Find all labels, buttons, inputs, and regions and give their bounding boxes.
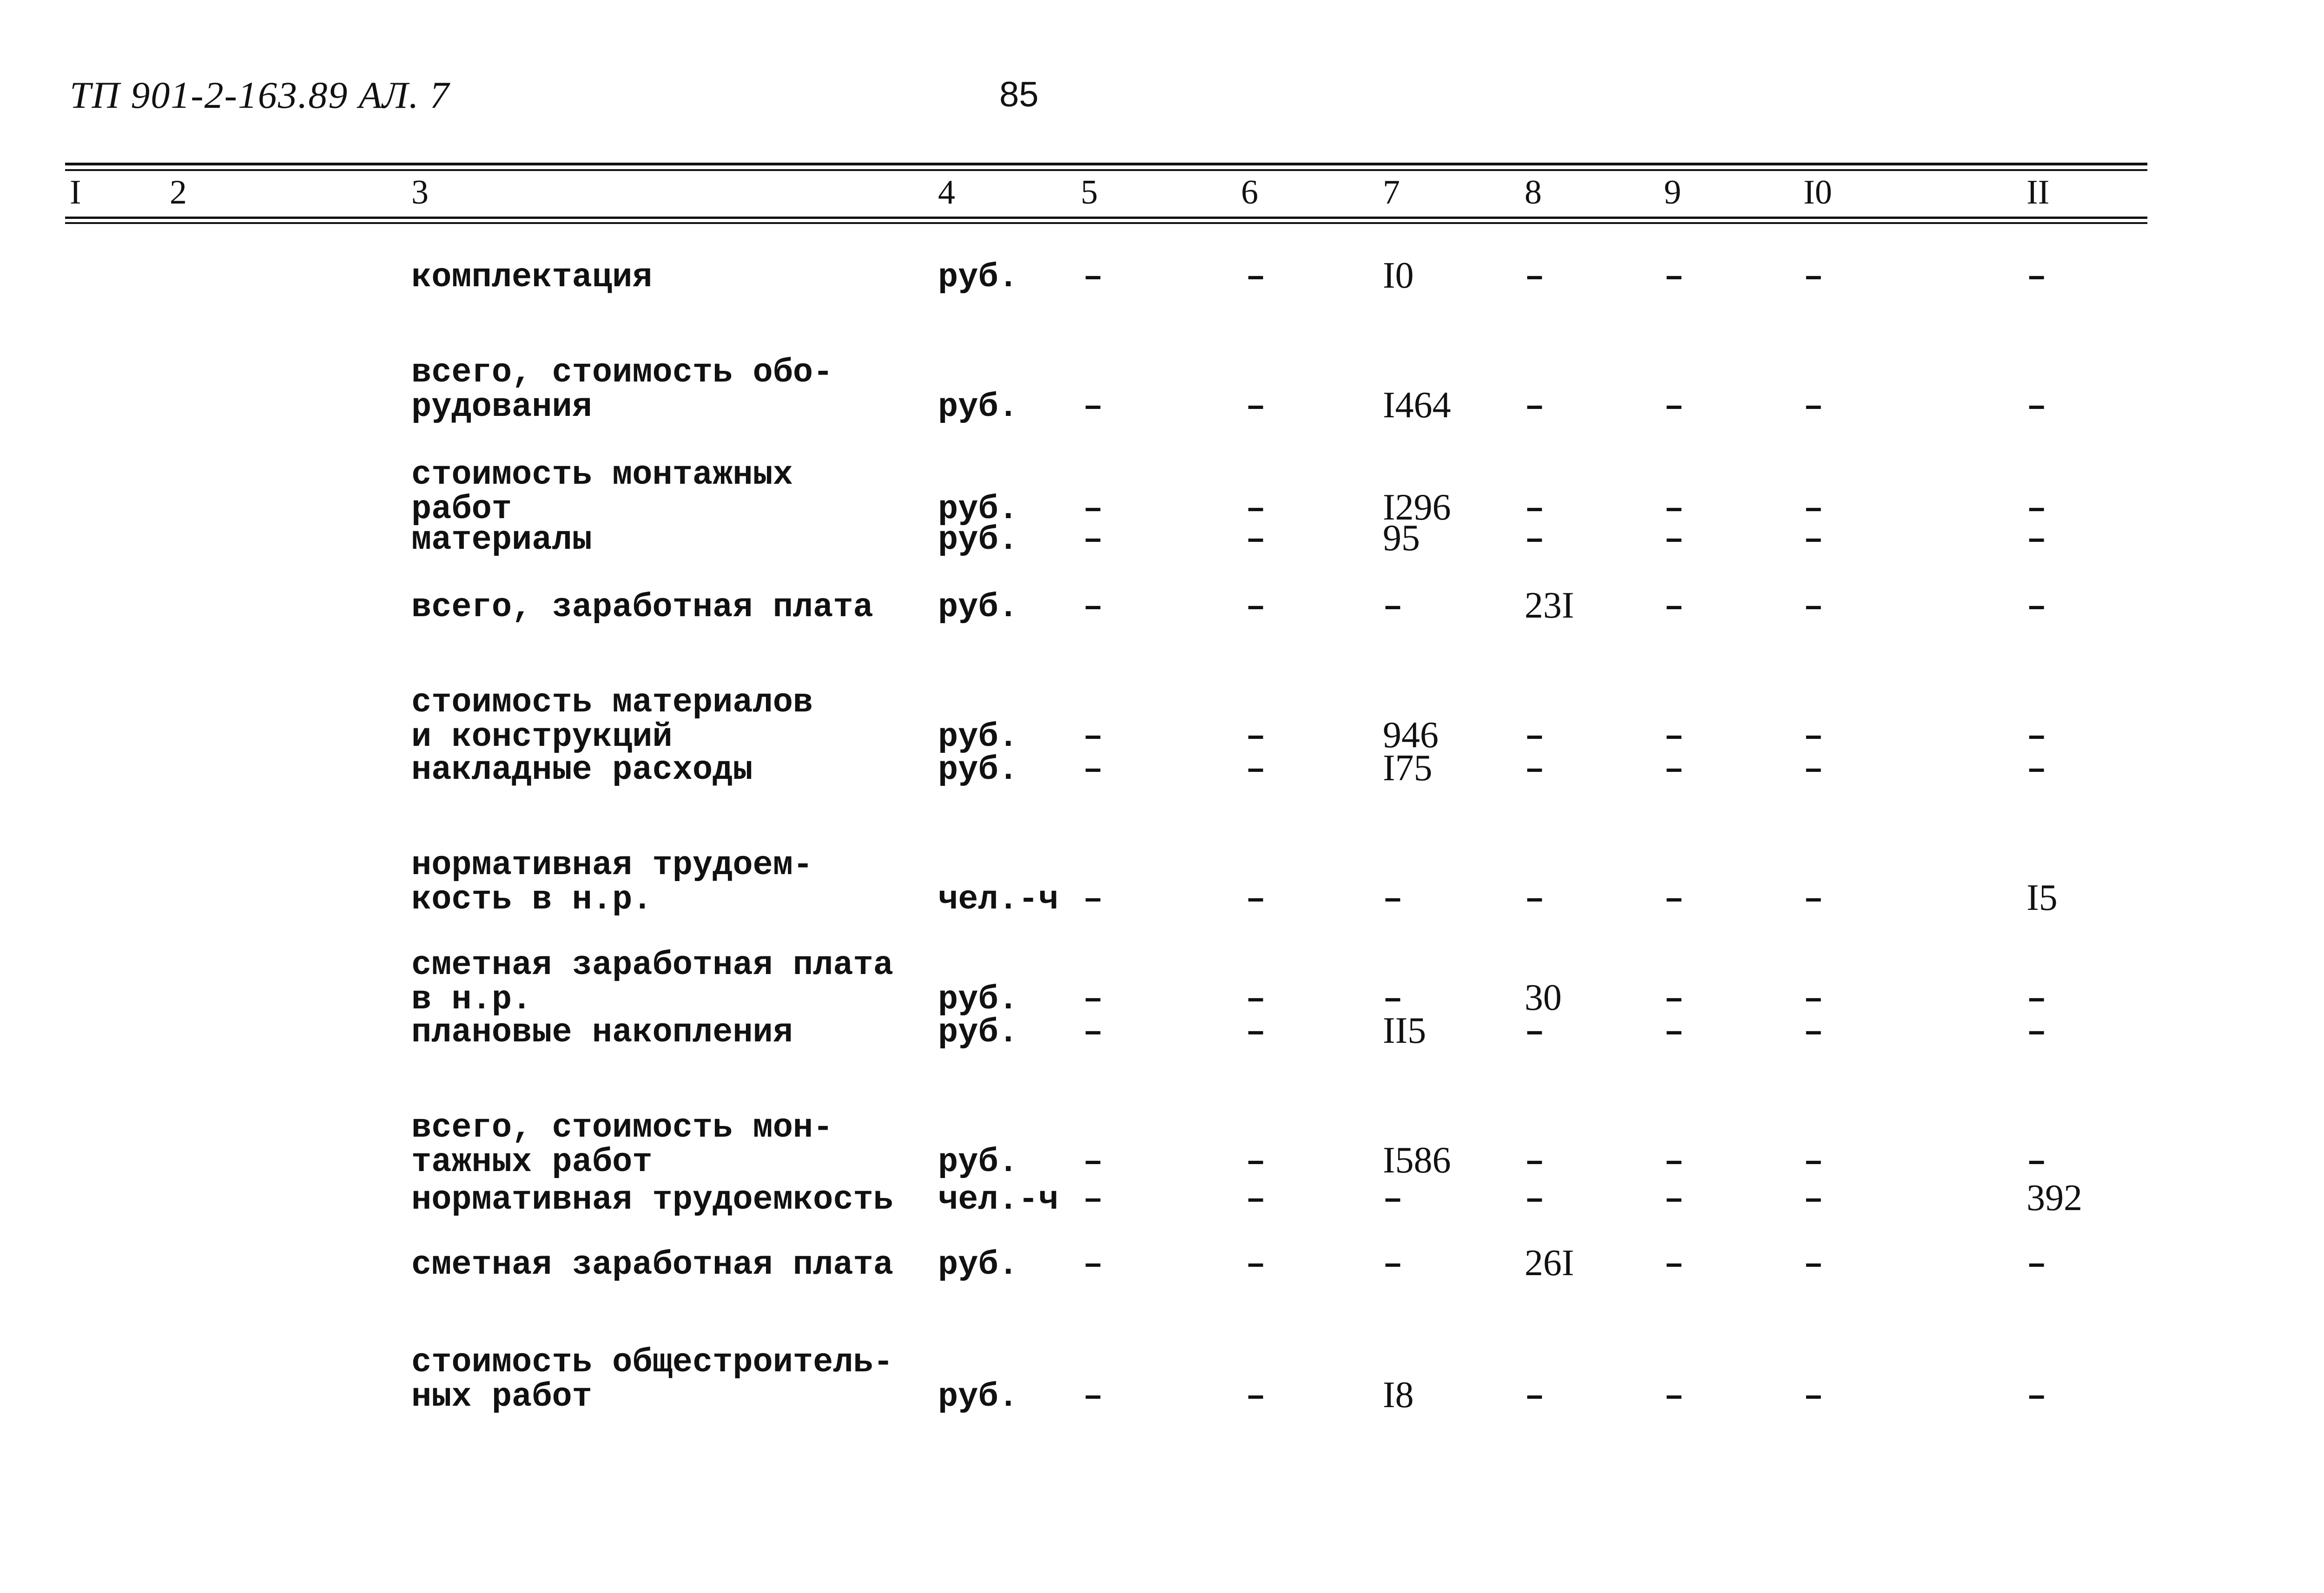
row-6-name-line-2: и конструкций bbox=[411, 718, 673, 756]
column-header-1: I bbox=[70, 173, 81, 211]
row-1-col-5: – bbox=[1083, 258, 1103, 296]
row-7-col-6: – bbox=[1246, 751, 1266, 789]
column-header-10: I0 bbox=[1803, 173, 1832, 211]
row-7-unit: руб. bbox=[938, 751, 1018, 789]
row-4-col-6: – bbox=[1246, 521, 1266, 559]
row-2-col-9: – bbox=[1664, 388, 1684, 426]
row-3-col-7: I296 bbox=[1383, 487, 1451, 528]
row-11-col-11: – bbox=[2027, 1143, 2047, 1181]
row-12-col-9: – bbox=[1664, 1181, 1684, 1219]
column-header-3: 3 bbox=[411, 173, 429, 211]
row-6-col-8: – bbox=[1525, 718, 1545, 756]
row-14-col-5: – bbox=[1083, 1378, 1103, 1416]
row-5-name-line-1: всего, заработная плата bbox=[411, 588, 873, 626]
row-13-col-9: – bbox=[1664, 1246, 1684, 1284]
row-1-col-8: – bbox=[1525, 258, 1545, 296]
row-7-name-line-1: накладные расходы bbox=[411, 751, 753, 789]
document-code: ТП 901-2-163.89 АЛ. 7 bbox=[70, 74, 450, 116]
row-3-col-11: – bbox=[2027, 490, 2047, 528]
row-3-col-10: – bbox=[1803, 490, 1824, 528]
row-9-col-7: – bbox=[1383, 981, 1403, 1019]
row-11-col-5: – bbox=[1083, 1143, 1103, 1181]
row-14-name-line-1: стоимость общестроитель- bbox=[411, 1343, 893, 1382]
column-header-7: 7 bbox=[1383, 173, 1400, 211]
row-14-col-11: – bbox=[2027, 1378, 2047, 1416]
column-header-6: 6 bbox=[1241, 173, 1258, 211]
row-14-col-8: – bbox=[1525, 1378, 1545, 1416]
row-14-col-10: – bbox=[1803, 1378, 1824, 1416]
row-2-col-11: – bbox=[2027, 388, 2047, 426]
row-6-unit: руб. bbox=[938, 718, 1018, 756]
row-3-col-9: – bbox=[1664, 490, 1684, 528]
row-5-col-5: – bbox=[1083, 588, 1103, 626]
row-6-col-5: – bbox=[1083, 718, 1103, 756]
row-2-name-line-1: всего, стоимость обо- bbox=[411, 354, 833, 392]
row-5-col-8: 23I bbox=[1525, 585, 1574, 626]
row-1-col-9: – bbox=[1664, 258, 1684, 296]
header-rule bbox=[65, 217, 2147, 219]
row-11-col-6: – bbox=[1246, 1143, 1266, 1181]
row-3-name-line-1: стоимость монтажных bbox=[411, 456, 793, 494]
row-5-col-9: – bbox=[1664, 588, 1684, 626]
row-13-unit: руб. bbox=[938, 1246, 1018, 1284]
row-9-col-9: – bbox=[1664, 981, 1684, 1019]
row-13-col-5: – bbox=[1083, 1246, 1103, 1284]
row-1-col-7: I0 bbox=[1383, 255, 1414, 296]
row-3-col-5: – bbox=[1083, 490, 1103, 528]
row-1-unit: руб. bbox=[938, 258, 1018, 296]
row-10-unit: руб. bbox=[938, 1014, 1018, 1052]
row-11-name-line-2: тажных работ bbox=[411, 1143, 653, 1181]
row-9-col-11: – bbox=[2027, 981, 2047, 1019]
row-12-col-6: – bbox=[1246, 1181, 1266, 1219]
page-number: 85 bbox=[999, 75, 1039, 114]
row-8-col-6: – bbox=[1246, 881, 1266, 919]
row-8-col-8: – bbox=[1525, 881, 1545, 919]
row-5-col-10: – bbox=[1803, 588, 1824, 626]
row-8-col-5: – bbox=[1083, 881, 1103, 919]
row-9-col-6: – bbox=[1246, 981, 1266, 1019]
row-12-unit: чел.-ч bbox=[938, 1181, 1059, 1219]
row-2-name-line-2: рудования bbox=[411, 388, 592, 426]
row-4-col-7: 95 bbox=[1383, 518, 1420, 559]
row-8-unit: чел.-ч bbox=[938, 881, 1059, 919]
row-9-name-line-1: сметная заработная плата bbox=[411, 946, 893, 984]
row-10-col-10: – bbox=[1803, 1014, 1824, 1052]
row-6-col-10: – bbox=[1803, 718, 1824, 756]
row-5-col-7: – bbox=[1383, 588, 1403, 626]
row-12-col-10: – bbox=[1803, 1181, 1824, 1219]
row-13-col-8: 26I bbox=[1525, 1243, 1574, 1284]
row-11-col-9: – bbox=[1664, 1143, 1684, 1181]
row-2-col-10: – bbox=[1803, 388, 1824, 426]
row-13-col-10: – bbox=[1803, 1246, 1824, 1284]
row-7-col-8: – bbox=[1525, 751, 1545, 789]
row-14-col-7: I8 bbox=[1383, 1375, 1414, 1415]
row-10-col-7: II5 bbox=[1383, 1010, 1426, 1051]
row-6-col-11: – bbox=[2027, 718, 2047, 756]
row-3-unit: руб. bbox=[938, 490, 1018, 528]
row-13-col-6: – bbox=[1246, 1246, 1266, 1284]
row-11-col-10: – bbox=[1803, 1143, 1824, 1181]
row-14-col-6: – bbox=[1246, 1378, 1266, 1416]
row-6-col-6: – bbox=[1246, 718, 1266, 756]
row-9-unit: руб. bbox=[938, 981, 1018, 1019]
row-4-name-line-1: материалы bbox=[411, 521, 592, 559]
row-2-col-8: – bbox=[1525, 388, 1545, 426]
row-2-unit: руб. bbox=[938, 388, 1018, 426]
column-header-9: 9 bbox=[1664, 173, 1681, 211]
row-14-name-line-2: ных работ bbox=[411, 1378, 592, 1416]
row-3-col-6: – bbox=[1246, 490, 1266, 528]
row-7-col-7: I75 bbox=[1383, 748, 1433, 789]
row-5-col-11: – bbox=[2027, 588, 2047, 626]
row-10-col-5: – bbox=[1083, 1014, 1103, 1052]
row-8-col-11: I5 bbox=[2027, 877, 2058, 918]
row-4-col-9: – bbox=[1664, 521, 1684, 559]
row-10-col-9: – bbox=[1664, 1014, 1684, 1052]
column-header-11: II bbox=[2027, 173, 2050, 211]
row-1-name-line-1: комплектация bbox=[411, 258, 653, 296]
column-header-2: 2 bbox=[170, 173, 187, 211]
column-header-4: 4 bbox=[938, 173, 955, 211]
row-7-col-10: – bbox=[1803, 751, 1824, 789]
row-11-name-line-1: всего, стоимость мон- bbox=[411, 1109, 833, 1147]
row-8-col-7: – bbox=[1383, 881, 1403, 919]
row-12-name-line-1: нормативная трудоемкость bbox=[411, 1181, 893, 1219]
top-rule bbox=[65, 163, 2147, 165]
row-1-col-6: – bbox=[1246, 258, 1266, 296]
row-7-col-11: – bbox=[2027, 751, 2047, 789]
row-4-col-10: – bbox=[1803, 521, 1824, 559]
header-rule-inner bbox=[65, 222, 2147, 224]
row-9-col-5: – bbox=[1083, 981, 1103, 1019]
row-8-name-line-2: кость в н.р. bbox=[411, 881, 653, 919]
row-4-col-8: – bbox=[1525, 521, 1545, 559]
row-2-col-5: – bbox=[1083, 388, 1103, 426]
row-8-col-10: – bbox=[1803, 881, 1824, 919]
row-7-col-5: – bbox=[1083, 751, 1103, 789]
row-1-col-11: – bbox=[2027, 258, 2047, 296]
row-2-col-7: I464 bbox=[1383, 385, 1451, 426]
row-7-col-9: – bbox=[1664, 751, 1684, 789]
row-12-col-11: 392 bbox=[2027, 1178, 2082, 1218]
row-2-col-6: – bbox=[1246, 388, 1266, 426]
row-11-col-7: I586 bbox=[1383, 1140, 1451, 1181]
row-4-col-5: – bbox=[1083, 521, 1103, 559]
row-6-col-9: – bbox=[1664, 718, 1684, 756]
row-13-name-line-1: сметная заработная плата bbox=[411, 1246, 893, 1284]
row-8-name-line-1: нормативная трудоем- bbox=[411, 846, 813, 884]
row-4-col-11: – bbox=[2027, 521, 2047, 559]
top-rule-inner bbox=[65, 169, 2147, 171]
row-3-name-line-2: работ bbox=[411, 490, 512, 528]
row-1-col-10: – bbox=[1803, 258, 1824, 296]
row-9-col-8: 30 bbox=[1525, 977, 1562, 1018]
row-13-col-11: – bbox=[2027, 1246, 2047, 1284]
row-6-name-line-1: стоимость материалов bbox=[411, 684, 813, 722]
column-header-5: 5 bbox=[1081, 173, 1098, 211]
row-10-col-11: – bbox=[2027, 1014, 2047, 1052]
row-6-col-7: 946 bbox=[1383, 715, 1439, 756]
row-12-col-8: – bbox=[1525, 1181, 1545, 1219]
row-12-col-7: – bbox=[1383, 1181, 1403, 1219]
row-14-col-9: – bbox=[1664, 1378, 1684, 1416]
column-header-8: 8 bbox=[1525, 173, 1542, 211]
row-9-col-10: – bbox=[1803, 981, 1824, 1019]
row-13-col-7: – bbox=[1383, 1246, 1403, 1284]
row-11-col-8: – bbox=[1525, 1143, 1545, 1181]
row-5-unit: руб. bbox=[938, 588, 1018, 626]
row-14-unit: руб. bbox=[938, 1378, 1018, 1416]
row-10-col-6: – bbox=[1246, 1014, 1266, 1052]
row-5-col-6: – bbox=[1246, 588, 1266, 626]
row-8-col-9: – bbox=[1664, 881, 1684, 919]
row-11-unit: руб. bbox=[938, 1143, 1018, 1181]
row-10-name-line-1: плановые накопления bbox=[411, 1014, 793, 1052]
row-12-col-5: – bbox=[1083, 1181, 1103, 1219]
row-10-col-8: – bbox=[1525, 1014, 1545, 1052]
row-4-unit: руб. bbox=[938, 521, 1018, 559]
row-3-col-8: – bbox=[1525, 490, 1545, 528]
row-9-name-line-2: в н.р. bbox=[411, 981, 532, 1019]
